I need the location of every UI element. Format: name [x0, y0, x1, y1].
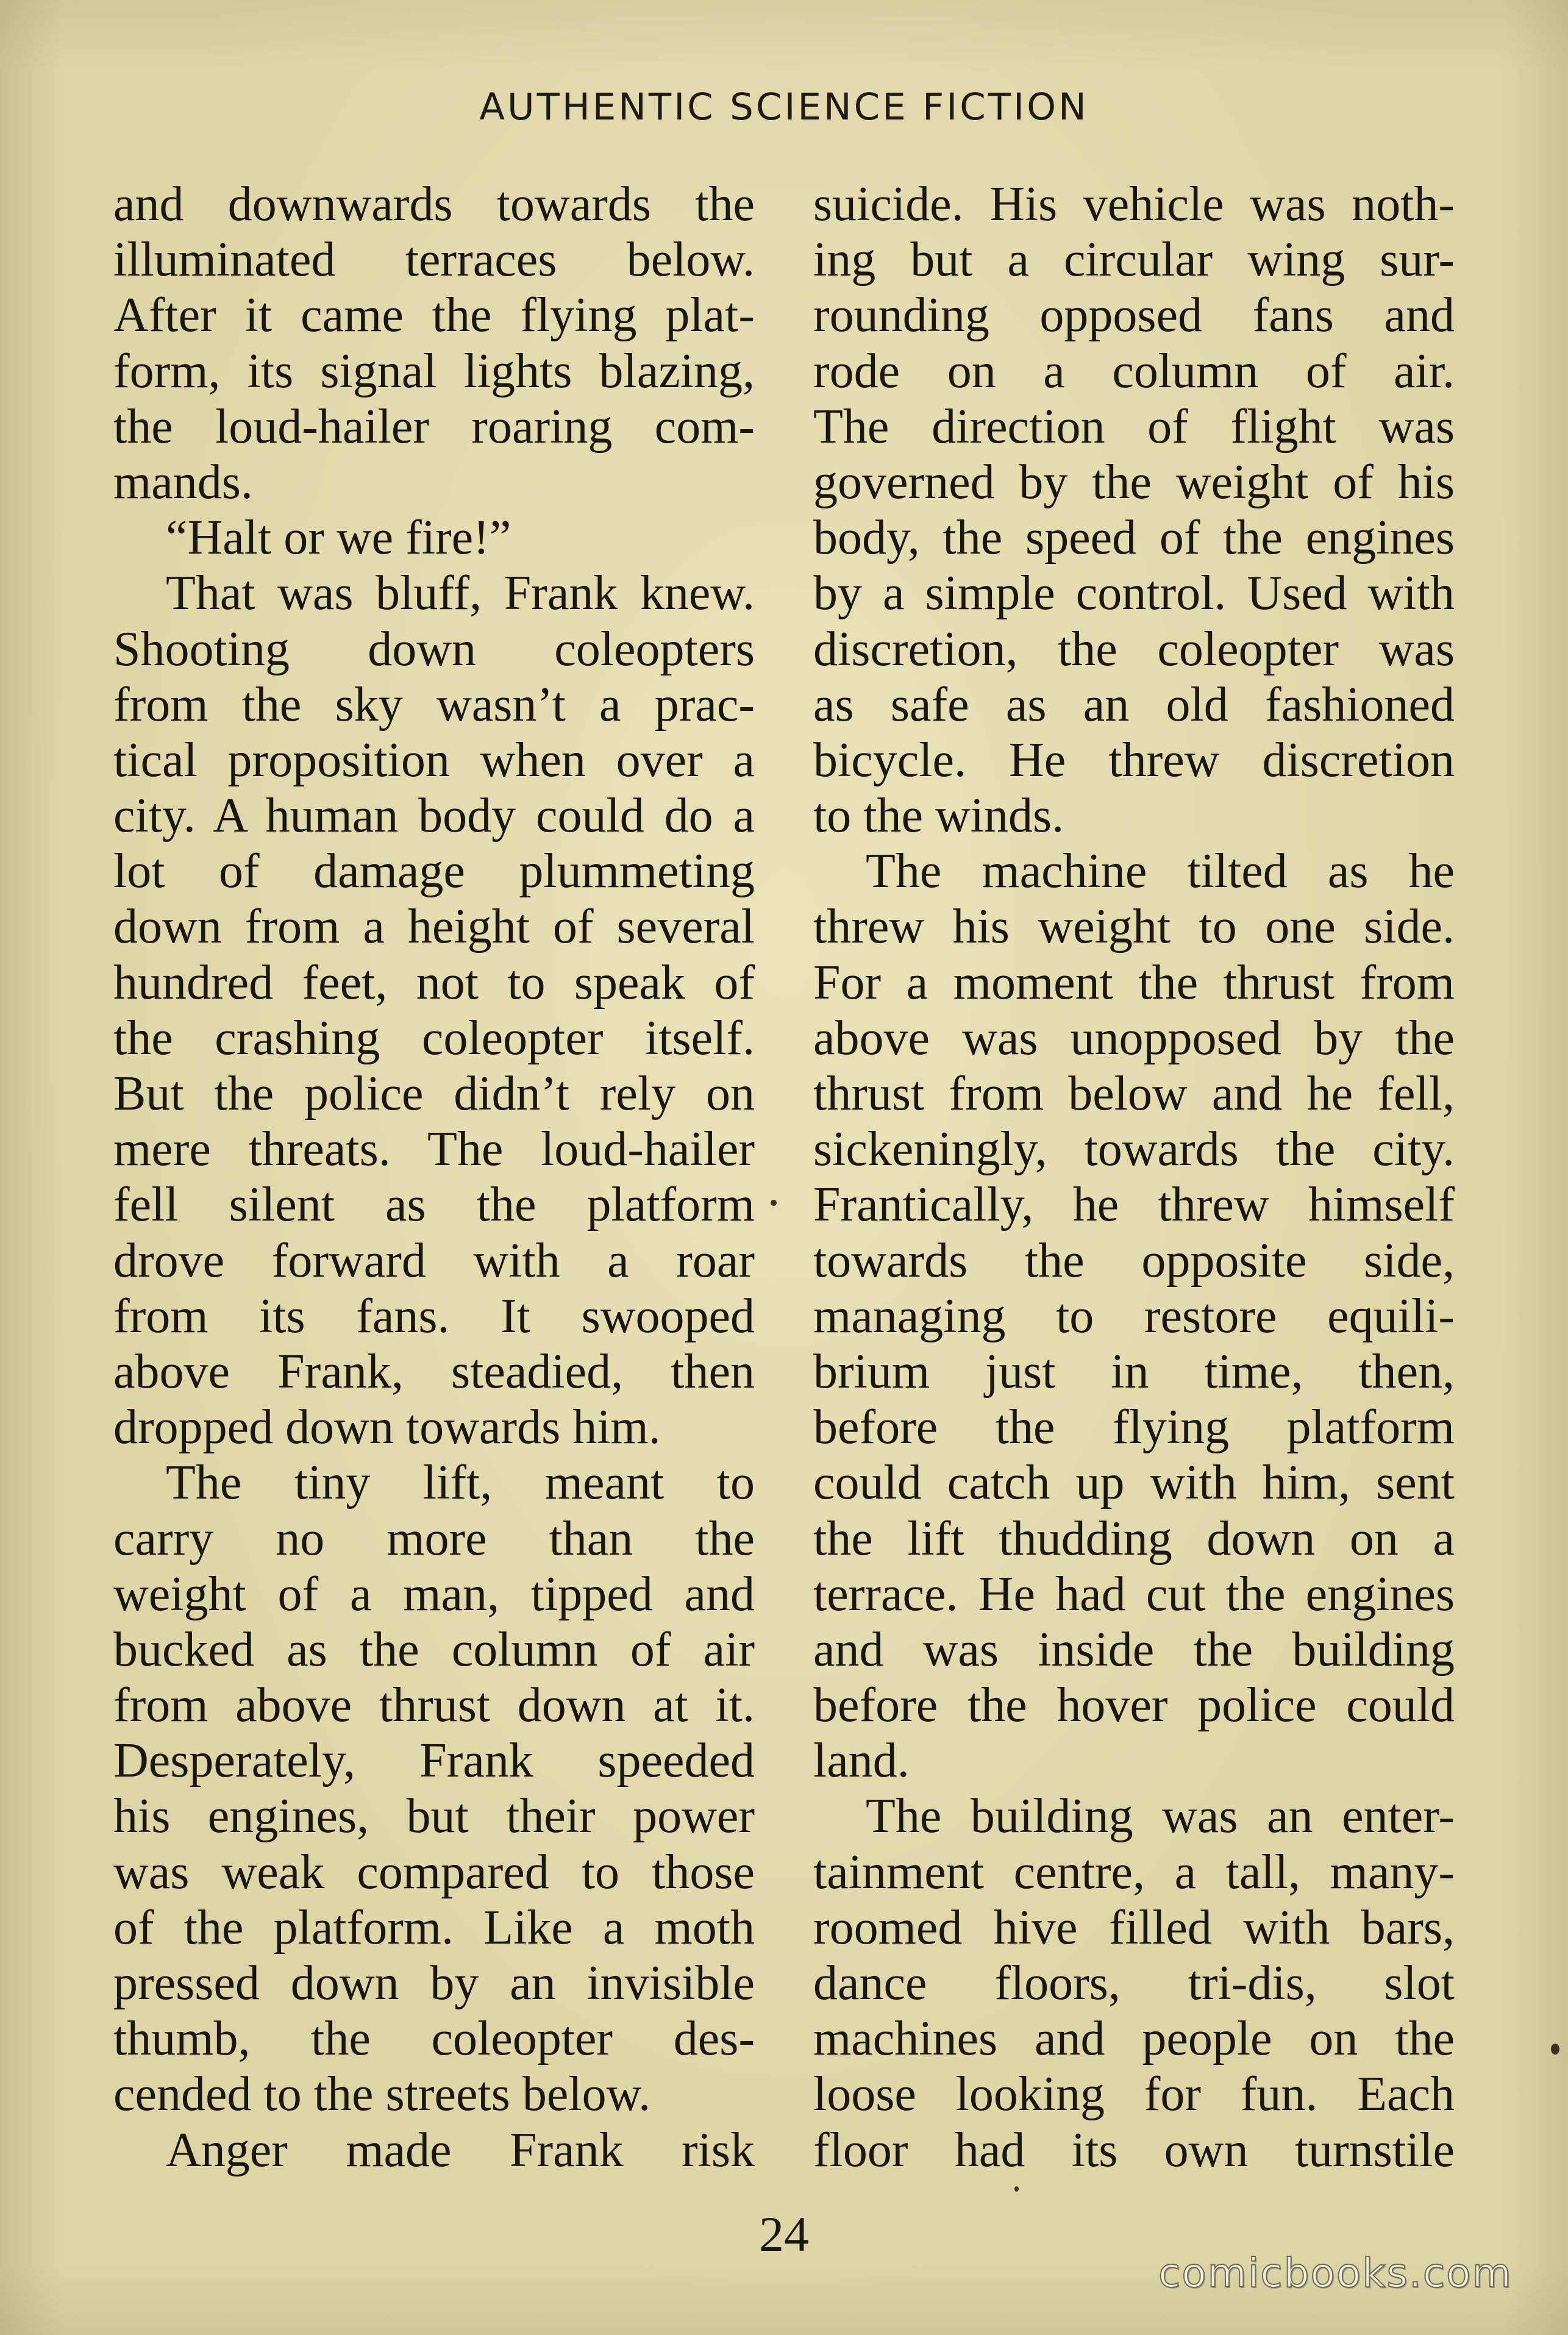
text-line: tical proposition when over a: [113, 733, 755, 787]
text-line: drove forward with a roar: [113, 1233, 755, 1288]
text-line: mere threats. The loud-hailer: [113, 1122, 755, 1177]
text-line: as safe as an old fashioned: [813, 677, 1455, 732]
text-line: towards the opposite side,: [813, 1233, 1455, 1288]
text-line: dance floors, tri-dis, slot: [813, 1956, 1455, 2010]
ink-speck: [771, 1200, 777, 1206]
text-line: his engines, but their power: [113, 1789, 755, 1844]
text-line: mands.: [113, 455, 253, 509]
text-line: The building was an enter-: [866, 1789, 1455, 1844]
text-line: bucked as the column of air: [113, 1622, 755, 1677]
text-line: rounding opposed fans and: [813, 288, 1455, 343]
text-line: pressed down by an invisible: [113, 1956, 755, 2010]
text-line: weight of a man, tipped and: [113, 1567, 755, 1621]
text-line: cended to the streets below.: [113, 2067, 651, 2122]
text-line: loose looking for fun. Each: [813, 2067, 1455, 2122]
text-line: dropped down towards him.: [113, 1400, 661, 1455]
text-line: the lift thudding down on a: [813, 1511, 1455, 1566]
text-line: and was inside the building: [813, 1622, 1455, 1677]
text-line: roomed hive filled with bars,: [813, 1900, 1455, 1955]
text-line: and downwards towards the: [113, 177, 755, 231]
left-text-column: [113, 177, 755, 2178]
text-line: hundred feet, not to speak of: [113, 955, 755, 1010]
text-line: For a moment the thrust from: [813, 955, 1455, 1010]
text-line: down from a height of several: [113, 900, 755, 954]
text-line: ing but a circular wing sur-: [813, 233, 1455, 287]
text-line: city. A human body could do a: [113, 789, 755, 843]
text-line: “Halt or we fire!”: [166, 511, 511, 565]
text-line: before the flying platform: [813, 1400, 1455, 1455]
text-line: The machine tilted as he: [866, 844, 1455, 899]
text-line: sickeningly, towards the city.: [813, 1122, 1455, 1177]
text-line: suicide. His vehicle was noth-: [813, 177, 1455, 231]
text-line: illuminated terraces below.: [113, 233, 755, 287]
page-number: 24: [759, 2206, 809, 2262]
text-line: the loud-hailer roaring com-: [113, 399, 755, 454]
text-line: That was bluff, Frank knew.: [166, 566, 755, 621]
text-line: the crashing coleopter itself.: [113, 1011, 755, 1065]
ink-speck: [1551, 2044, 1559, 2055]
running-header: AUTHENTIC SCIENCE FICTION: [479, 85, 1089, 129]
text-line: floor had its own turnstile: [813, 2123, 1455, 2177]
text-line: discretion, the coleopter was: [813, 622, 1455, 676]
text-line: Shooting down coleopters: [113, 622, 755, 676]
text-line: above Frank, steadied, then: [113, 1344, 755, 1399]
ink-speck: [1014, 2186, 1019, 2192]
text-line: from its fans. It swooped: [113, 1289, 755, 1343]
text-line: tainment centre, a tall, many-: [813, 1845, 1455, 1899]
text-line: from the sky wasn’t a prac-: [113, 677, 755, 732]
text-line: bicycle. He threw discretion: [813, 733, 1455, 787]
text-line: body, the speed of the engines: [813, 511, 1455, 565]
text-line: Frantically, he threw himself: [813, 1178, 1455, 1232]
text-line: managing to restore equili-: [813, 1289, 1455, 1343]
text-line: before the hover police could: [813, 1678, 1455, 1733]
text-line: thumb, the coleopter des-: [113, 2012, 755, 2066]
text-line: above was unopposed by the: [813, 1011, 1455, 1065]
text-line: land.: [813, 1734, 910, 1788]
text-line: terrace. He had cut the engines: [813, 1567, 1455, 1621]
text-line: was weak compared to those: [113, 1845, 755, 1899]
text-line: rode on a column of air.: [813, 344, 1455, 398]
text-line: governed by the weight of his: [813, 455, 1455, 509]
text-line: carry no more than the: [113, 1511, 755, 1566]
text-line: thrust from below and he fell,: [813, 1067, 1455, 1121]
text-line: But the police didn’t rely on: [113, 1067, 755, 1121]
text-line: to the winds.: [813, 789, 1064, 843]
text-line: by a simple control. Used with: [813, 566, 1455, 621]
text-line: lot of damage plummeting: [113, 844, 755, 899]
text-line: brium just in time, then,: [813, 1344, 1455, 1399]
watermark: comicbooks.com: [1158, 2250, 1513, 2297]
text-line: form, its signal lights blazing,: [113, 344, 755, 398]
text-line: could catch up with him, sent: [813, 1456, 1455, 1510]
text-line: The tiny lift, meant to: [166, 1456, 755, 1510]
text-line: of the platform. Like a moth: [113, 1900, 755, 1955]
text-line: fell silent as the platform: [113, 1178, 755, 1232]
text-line: from above thrust down at it.: [113, 1678, 755, 1733]
text-line: threw his weight to one side.: [813, 900, 1455, 954]
text-line: The direction of flight was: [813, 399, 1455, 454]
right-text-column: [813, 177, 1455, 2178]
text-line: Desperately, Frank speeded: [113, 1734, 755, 1788]
text-line: Anger made Frank risk: [166, 2123, 755, 2177]
text-line: machines and people on the: [813, 2012, 1455, 2066]
text-line: After it came the flying plat-: [113, 288, 755, 343]
